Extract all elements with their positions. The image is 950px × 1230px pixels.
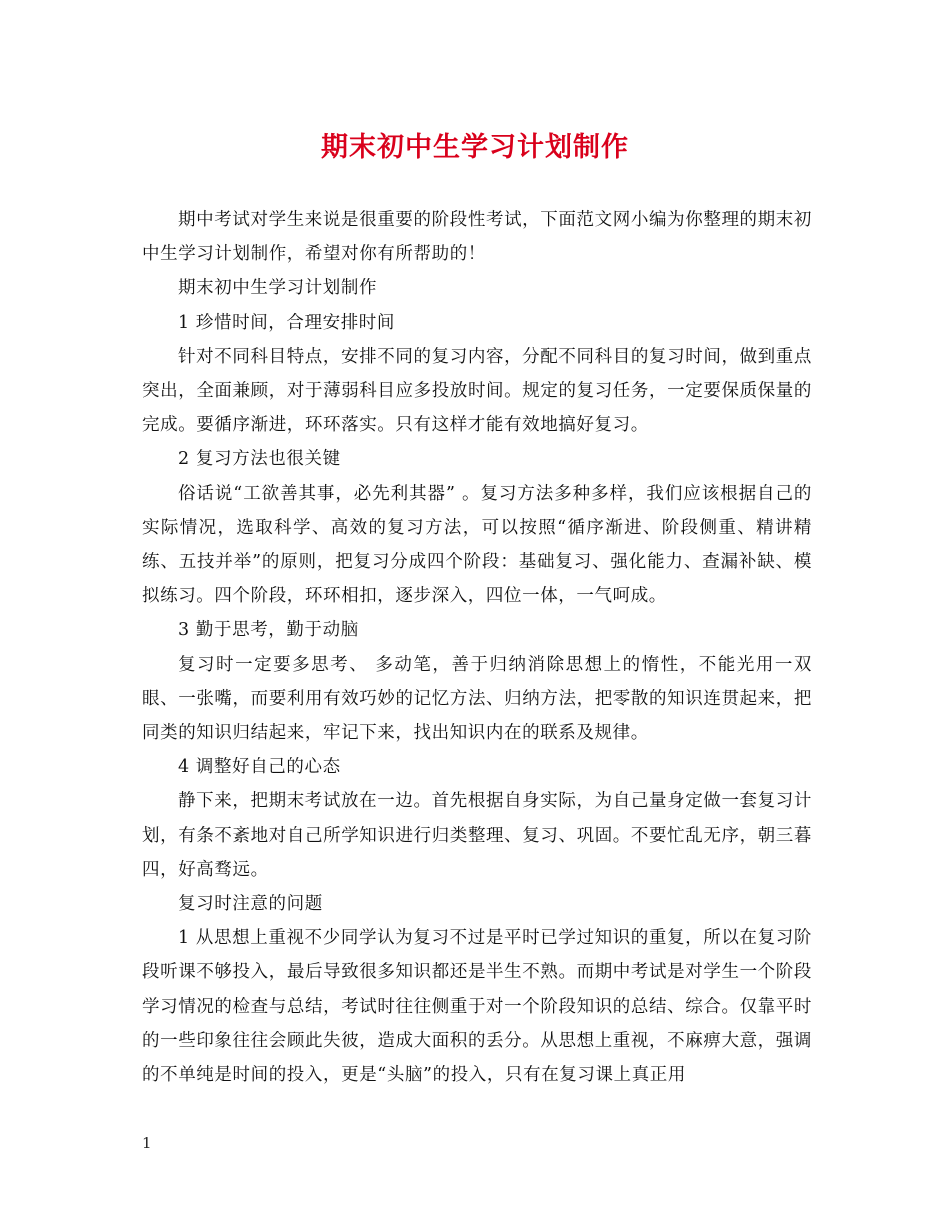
document-body <box>142 203 812 1092</box>
point-heading: 2 复习方法也很关键 <box>178 449 341 470</box>
section-heading: 复习时注意的问题 <box>178 894 323 915</box>
section-heading: 期末初中生学习计划制作 <box>178 278 378 299</box>
body-paragraph: 俗话说“工欲善其事，必先利其器” 。复习方法多种多样，我们应该根据自己的实际情况，选取科学、高效的复习方法，可以按照“循序渐进、阶段侧重、精讲精练、五技并举”的原则，把复习分成四个阶段：基础复习、强化能力、查漏补缺、模拟练习。四个阶段，环环相扣，逐步深入，四位一体，一气呵成。 <box>142 483 812 607</box>
intro-paragraph: 期中考试对学生来说是很重要的阶段性考试，下面范文网小编为你整理的期末初中生学习计划制作，希望对你有所帮助的！ <box>142 210 812 265</box>
body-paragraph: 静下来，把期末考试放在一边。首先根据自身实际，为自己量身定做一套复习计划，有条不紊地对自己所学知识进行归类整理、复习、巩固。不要忙乱无序，朝三暮四，好高骛远。 <box>142 791 812 880</box>
point-heading: 3 勤于思考，勤于动脑 <box>178 620 359 641</box>
document-title: 期末初中生学习计划制作 <box>321 132 629 163</box>
body-paragraph: 复习时一定要多思考、 多动笔，善于归纳消除思想上的惰性，不能光用一双眼、一张嘴，而要利用有效巧妙的记忆方法、归纳方法，把零散的知识连贯起来，把同类的知识归结起来，牢记下来，找出知识内在的联系及规律。 <box>142 654 812 744</box>
page-number: 1 <box>142 1134 152 1152</box>
body-paragraph: 针对不同科目特点，安排不同的复习内容，分配不同科目的复习时间，做到重点突出，全面兼顾，对于薄弱科目应多投放时间。规定的复习任务，一定要保质保量的完成。要循序渐进，环环落实。只有这样才能有效地搞好复习。 <box>142 346 812 436</box>
point-heading: 1 珍惜时间，合理安排时间 <box>178 312 395 333</box>
point-heading: 4 调整好自己的心态 <box>178 757 341 778</box>
body-paragraph: 1 从思想上重视不少同学认为复习不过是平时已学过知识的重复，所以在复习阶段听课不够投入，最后导致很多知识都还是半生不熟。而期中考试是对学生一个阶段学习情况的检查与总结，考试时往往侧重于对一个阶段知识的总结、综合。仅靠平时的一些印象往往会顾此失彼，造成大面积的丢分。从思想上重视，不麻痹大意，强调的不单纯是时间的投入，更是“头脑”的投入，只有在复习课上真正用 <box>142 928 812 1086</box>
